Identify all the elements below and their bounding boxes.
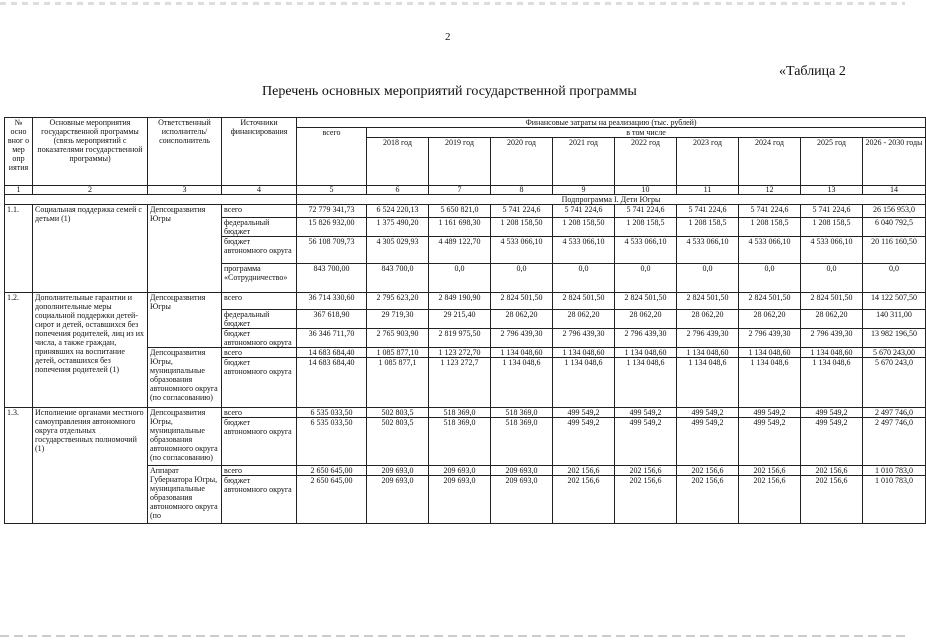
- amount-cell: 518 369,0: [491, 408, 553, 418]
- amount-cell: 499 549,2: [553, 418, 615, 466]
- header-year: 2019 год: [429, 138, 491, 186]
- column-index: 9: [553, 186, 615, 195]
- amount-cell: 499 549,2: [553, 408, 615, 418]
- subprogram-title: Подпрограмма I. Дети Югры: [297, 195, 926, 205]
- amount-cell: 202 156,6: [739, 476, 801, 524]
- funding-source: программа «Сотрудничество»: [222, 264, 297, 293]
- amount-cell: 1 010 783,0: [863, 466, 926, 476]
- funding-source: бюджет автономного округа: [222, 418, 297, 466]
- amount-cell: 6 535 033,50: [297, 408, 367, 418]
- amount-cell: 499 549,2: [677, 418, 739, 466]
- amount-cell: 4 305 029,93: [367, 237, 429, 264]
- amount-cell: 499 549,2: [615, 408, 677, 418]
- executor: Аппарат Губернатора Югры, муниципальные образования автономного округа (по: [148, 466, 222, 524]
- amount-cell: 0,0: [739, 264, 801, 293]
- amount-cell: 1 134 048,6: [615, 358, 677, 408]
- amount-cell: 4 533 066,10: [801, 237, 863, 264]
- amount-cell: 5 741 224,6: [553, 205, 615, 218]
- funding-source: бюджет автономного округа: [222, 476, 297, 524]
- amount-cell: 5 741 224,6: [491, 205, 553, 218]
- amount-cell: 2 849 190,90: [429, 293, 491, 310]
- amount-cell: 499 549,2: [739, 418, 801, 466]
- scan-edge-top: [0, 2, 905, 5]
- amount-cell: 1 085 877,1: [367, 358, 429, 408]
- executor: Депсоцразвития Югры: [148, 293, 222, 348]
- table-row: [5, 408, 926, 418]
- amount-cell: 1 208 158,5: [615, 218, 677, 237]
- amount-cell: 502 803,5: [367, 418, 429, 466]
- amount-cell: 28 062,20: [739, 310, 801, 329]
- column-index: 13: [801, 186, 863, 195]
- header-year: 2026 - 2030 годы: [863, 138, 926, 186]
- column-index: 6: [367, 186, 429, 195]
- amount-cell: 4 533 066,10: [553, 237, 615, 264]
- amount-cell: 0,0: [801, 264, 863, 293]
- measure-number: 1.2.: [5, 293, 33, 408]
- funding-source: федеральный бюджет: [222, 310, 297, 329]
- funding-source: всего: [222, 205, 297, 218]
- amount-cell: 209 693,0: [367, 466, 429, 476]
- amount-cell: 6 524 220,13: [367, 205, 429, 218]
- amount-cell: 28 062,20: [677, 310, 739, 329]
- amount-cell: 2 796 439,30: [553, 329, 615, 348]
- amount-cell: 2 765 903,90: [367, 329, 429, 348]
- executor: Депсоцразвития Югры, муниципальные образования автономного округа (по согласованию): [148, 408, 222, 466]
- column-index: 3: [148, 186, 222, 195]
- header-year: 2024 год: [739, 138, 801, 186]
- amount-cell: 202 156,6: [739, 466, 801, 476]
- amount-cell: 202 156,6: [677, 476, 739, 524]
- amount-cell: 4 533 066,10: [739, 237, 801, 264]
- column-index: 5: [297, 186, 367, 195]
- amount-cell: 1 134 048,6: [491, 358, 553, 408]
- amount-cell: 499 549,2: [801, 408, 863, 418]
- amount-cell: 1 134 048,6: [677, 358, 739, 408]
- amount-cell: 367 618,90: [297, 310, 367, 329]
- column-index: 7: [429, 186, 491, 195]
- amount-cell: 499 549,2: [739, 408, 801, 418]
- amount-cell: 2 824 501,50: [801, 293, 863, 310]
- amount-cell: 1 134 048,60: [615, 348, 677, 358]
- amount-cell: 140 311,00: [863, 310, 926, 329]
- amount-cell: 499 549,2: [615, 418, 677, 466]
- amount-cell: 2 497 746,0: [863, 418, 926, 466]
- header-executor: Ответственный исполнитель/ соисполнитель: [148, 118, 222, 186]
- amount-cell: 202 156,6: [553, 476, 615, 524]
- column-index: 2: [33, 186, 148, 195]
- amount-cell: 72 779 341,73: [297, 205, 367, 218]
- amount-cell: 1 134 048,60: [801, 348, 863, 358]
- amount-cell: 843 700,0: [367, 264, 429, 293]
- amount-cell: 2 650 645,00: [297, 466, 367, 476]
- amount-cell: 5 670 243,00: [863, 348, 926, 358]
- amount-cell: 2 796 439,30: [615, 329, 677, 348]
- amount-cell: 1 134 048,60: [553, 348, 615, 358]
- amount-cell: 1 208 158,5: [739, 218, 801, 237]
- header-measures: Основные мероприятия государственной программы (связь мероприятий с показателями государственной программы): [33, 118, 148, 186]
- amount-cell: 2 824 501,50: [491, 293, 553, 310]
- amount-cell: 1 134 048,6: [801, 358, 863, 408]
- column-index-row: [5, 186, 926, 195]
- amount-cell: 1 134 048,60: [491, 348, 553, 358]
- amount-cell: 36 714 330,60: [297, 293, 367, 310]
- funding-source: бюджет автономного округа: [222, 329, 297, 348]
- measure-name: Социальная поддержка семей с детьми (1): [33, 205, 148, 293]
- amount-cell: 843 700,00: [297, 264, 367, 293]
- amount-cell: 1 161 698,30: [429, 218, 491, 237]
- header-including: в том числе: [367, 128, 926, 138]
- amount-cell: 202 156,6: [553, 466, 615, 476]
- scan-edge-bottom: [0, 635, 905, 637]
- amount-cell: 28 062,20: [615, 310, 677, 329]
- amount-cell: 0,0: [615, 264, 677, 293]
- header-source: Источники финансирования: [222, 118, 297, 186]
- amount-cell: 1 134 048,6: [553, 358, 615, 408]
- funding-source: всего: [222, 348, 297, 358]
- amount-cell: 14 683 684,40: [297, 358, 367, 408]
- header-year: 2021 год: [553, 138, 615, 186]
- subprogram-row: [5, 195, 926, 205]
- amount-cell: 28 062,20: [801, 310, 863, 329]
- measures-table: [4, 117, 926, 524]
- table-row: [5, 205, 926, 218]
- amount-cell: 5 741 224,6: [615, 205, 677, 218]
- amount-cell: 20 116 160,50: [863, 237, 926, 264]
- amount-cell: 209 693,0: [491, 466, 553, 476]
- amount-cell: 1 123 272,70: [429, 348, 491, 358]
- amount-cell: 2 824 501,50: [739, 293, 801, 310]
- funding-source: бюджет автономного округа: [222, 237, 297, 264]
- measure-name: Дополнительные гарантии и дополнительные меры социальной поддержки детей-сирот и детей, оставшихся без попечения родителей, лиц из их числа, а также граждан, принявших на воспитание детей, оставшихся без попечения родителей (1): [33, 293, 148, 408]
- header-total: всего: [297, 128, 367, 186]
- amount-cell: 1 208 158,50: [491, 218, 553, 237]
- amount-cell: 209 693,0: [491, 476, 553, 524]
- amount-cell: 5 741 224,6: [801, 205, 863, 218]
- amount-cell: 202 156,6: [615, 476, 677, 524]
- amount-cell: 0,0: [429, 264, 491, 293]
- amount-cell: 202 156,6: [801, 476, 863, 524]
- funding-source: всего: [222, 466, 297, 476]
- amount-cell: 2 796 439,30: [491, 329, 553, 348]
- column-index: 11: [677, 186, 739, 195]
- column-index: 12: [739, 186, 801, 195]
- column-index: 8: [491, 186, 553, 195]
- amount-cell: 1 123 272,7: [429, 358, 491, 408]
- amount-cell: 4 533 066,10: [615, 237, 677, 264]
- amount-cell: 1 134 048,6: [739, 358, 801, 408]
- header-year: 2022 год: [615, 138, 677, 186]
- header-year: 2020 год: [491, 138, 553, 186]
- amount-cell: 518 369,0: [491, 418, 553, 466]
- header-year: 2023 год: [677, 138, 739, 186]
- amount-cell: 36 346 711,70: [297, 329, 367, 348]
- column-index: 14: [863, 186, 926, 195]
- amount-cell: 2 795 623,20: [367, 293, 429, 310]
- amount-cell: 502 803,5: [367, 408, 429, 418]
- amount-cell: 1 085 877,10: [367, 348, 429, 358]
- measure-number: 1.1.: [5, 205, 33, 293]
- measure-name: Исполнение органами местного самоуправления автономного округа отдельных государственных полномочий (1): [33, 408, 148, 524]
- amount-cell: 6 535 033,50: [297, 418, 367, 466]
- header-finance: Финансовые затраты на реализацию (тыс. рублей): [297, 118, 926, 128]
- executor: Депсоцразвития Югры: [148, 205, 222, 293]
- amount-cell: 14 122 507,50: [863, 293, 926, 310]
- amount-cell: 6 040 792,5: [863, 218, 926, 237]
- amount-cell: 209 693,0: [429, 476, 491, 524]
- funding-source: бюджет автономного округа: [222, 358, 297, 408]
- amount-cell: 28 062,20: [491, 310, 553, 329]
- amount-cell: 14 683 684,40: [297, 348, 367, 358]
- amount-cell: 15 826 932,00: [297, 218, 367, 237]
- page-number: 2: [445, 31, 451, 43]
- amount-cell: 4 489 122,70: [429, 237, 491, 264]
- amount-cell: 1 208 158,5: [801, 218, 863, 237]
- amount-cell: 202 156,6: [615, 466, 677, 476]
- funding-source: всего: [222, 293, 297, 310]
- column-index: 10: [615, 186, 677, 195]
- amount-cell: 0,0: [553, 264, 615, 293]
- header-year: 2018 год: [367, 138, 429, 186]
- funding-source: федеральный бюджет: [222, 218, 297, 237]
- amount-cell: 4 533 066,10: [491, 237, 553, 264]
- amount-cell: 13 982 196,50: [863, 329, 926, 348]
- measure-number: 1.3.: [5, 408, 33, 524]
- amount-cell: 209 693,0: [367, 476, 429, 524]
- amount-cell: 0,0: [863, 264, 926, 293]
- amount-cell: 2 650 645,00: [297, 476, 367, 524]
- column-index: 4: [222, 186, 297, 195]
- amount-cell: 2 796 439,30: [801, 329, 863, 348]
- funding-source: всего: [222, 408, 297, 418]
- amount-cell: 56 108 709,73: [297, 237, 367, 264]
- document-title: Перечень основных мероприятий государственной программы: [262, 84, 637, 99]
- amount-cell: 28 062,20: [553, 310, 615, 329]
- amount-cell: 29 719,30: [367, 310, 429, 329]
- amount-cell: 202 156,6: [801, 466, 863, 476]
- amount-cell: 2 497 746,0: [863, 408, 926, 418]
- amount-cell: 209 693,0: [429, 466, 491, 476]
- amount-cell: 2 819 975,50: [429, 329, 491, 348]
- amount-cell: 5 741 224,6: [739, 205, 801, 218]
- table-row: [5, 293, 926, 310]
- amount-cell: 202 156,6: [677, 466, 739, 476]
- table-label: «Таблица 2: [779, 64, 846, 79]
- header-num: № осно вног о мер опр иятия: [5, 118, 33, 186]
- amount-cell: 1 010 783,0: [863, 476, 926, 524]
- header-year: 2025 год: [801, 138, 863, 186]
- amount-cell: 1 134 048,60: [677, 348, 739, 358]
- column-index: 1: [5, 186, 33, 195]
- amount-cell: 4 533 066,10: [677, 237, 739, 264]
- amount-cell: 0,0: [491, 264, 553, 293]
- amount-cell: 499 549,2: [801, 418, 863, 466]
- amount-cell: 5 650 821,0: [429, 205, 491, 218]
- amount-cell: 5 741 224,6: [677, 205, 739, 218]
- amount-cell: 2 824 501,50: [615, 293, 677, 310]
- amount-cell: 1 375 490,20: [367, 218, 429, 237]
- amount-cell: 0,0: [677, 264, 739, 293]
- amount-cell: 518 369,0: [429, 418, 491, 466]
- amount-cell: 2 824 501,50: [677, 293, 739, 310]
- amount-cell: 26 156 953,0: [863, 205, 926, 218]
- amount-cell: 29 215,40: [429, 310, 491, 329]
- amount-cell: 1 208 158,50: [553, 218, 615, 237]
- amount-cell: 1 134 048,60: [739, 348, 801, 358]
- amount-cell: 499 549,2: [677, 408, 739, 418]
- amount-cell: 5 670 243,0: [863, 358, 926, 408]
- amount-cell: 2 796 439,30: [677, 329, 739, 348]
- amount-cell: 1 208 158,5: [677, 218, 739, 237]
- amount-cell: 2 824 501,50: [553, 293, 615, 310]
- amount-cell: 2 796 439,30: [739, 329, 801, 348]
- executor: Депсоцразвития Югры, муниципальные образования автономного округа (по согласованию): [148, 348, 222, 408]
- amount-cell: 518 369,0: [429, 408, 491, 418]
